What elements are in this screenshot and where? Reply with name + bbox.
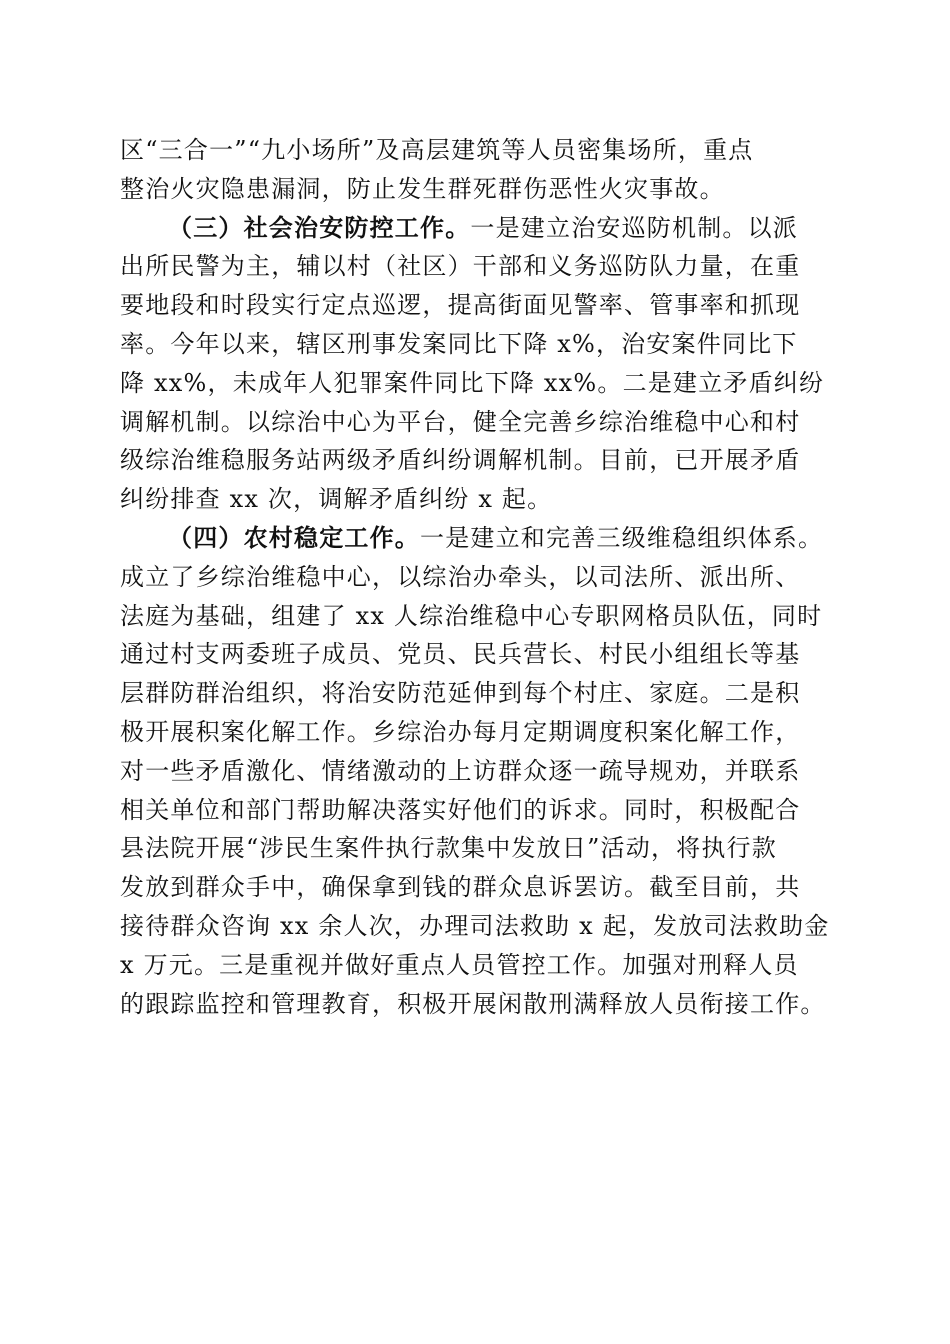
section-4-text: 一是建立和完善三级维稳组织体系。 [420,523,824,552]
text-line: 降 xx%，未成年人犯罪案件同比下降 xx%。二是建立矛盾纠纷 [120,368,825,397]
text-line: 要地段和时段实行定点巡逻，提高街面见警率、管事率和抓现 [120,291,801,320]
text-line: 法庭为基础，组建了 xx 人综治维稳中心专职网格员队伍，同时 [120,601,823,630]
text-line: 通过村支两委班子成员、党员、民兵营长、村民小组组长等基 [120,640,801,669]
text-line: 率。今年以来，辖区刑事发案同比下降 x%，治安案件同比下 [120,329,798,358]
text-line: 接待群众咨询 xx 余人次，办理司法救助 x 起，发放司法救助金 [120,911,830,940]
text-line: 纠纷排查 xx 次，调解矛盾纠纷 x 起。 [120,485,553,514]
section-3-first-line [120,209,840,248]
text-line: 调解机制。以综治中心为平台，健全完善乡综治维稳中心和村 [120,407,801,436]
section-3-text: 一是建立治安巡防机制。以派 [470,213,799,242]
text-line: 级综治维稳服务站两级矛盾纠纷调解机制。目前，已开展矛盾 [120,446,801,475]
text-line: 区“三合一”“九小场所”及高层建筑等人员密集场所，重点 [120,136,754,164]
text-line: 极开展积案化解工作。乡综治办每月定期调度积案化解工作， [120,717,801,746]
text-line: 对一些矛盾激化、情绪激动的上访群众逐一疏导规劝，并联系 [120,756,801,785]
text-line: 县法院开展“涉民生案件执行款集中发放日”活动，将执行款 [120,834,777,863]
text-line: 出所民警为主，辅以村（社区）干部和义务巡防队力量，在重 [120,252,801,281]
section-4-heading: （四）农村稳定工作。 [168,522,420,552]
text-line: 整治火灾隐患漏洞，防止发生群死群伤恶性火灾事故。 [120,174,725,203]
text-line: 相关单位和部门帮助解决落实好他们的诉求。同时，积极配合 [120,795,801,824]
section-3-heading: （三）社会治安防控工作。 [168,212,471,242]
text-line: x 万元。三是重视并做好重点人员管控工作。加强对刑释人员 [120,950,799,979]
text-line: 的跟踪监控和管理教育，积极开展闲散刑满释放人员衔接工作。 [120,989,826,1018]
text-line: 发放到群众手中，确保拿到钱的群众息诉罢访。截至目前，共 [120,873,801,902]
section-4-first-line [120,519,840,558]
text-line: 成立了乡综治维稳中心，以综治办牵头，以司法所、派出所、 [120,562,801,591]
document-page [120,131,840,1023]
text-line: 层群防群治组织，将治安防范延伸到每个村庄、家庭。二是积 [120,679,801,708]
